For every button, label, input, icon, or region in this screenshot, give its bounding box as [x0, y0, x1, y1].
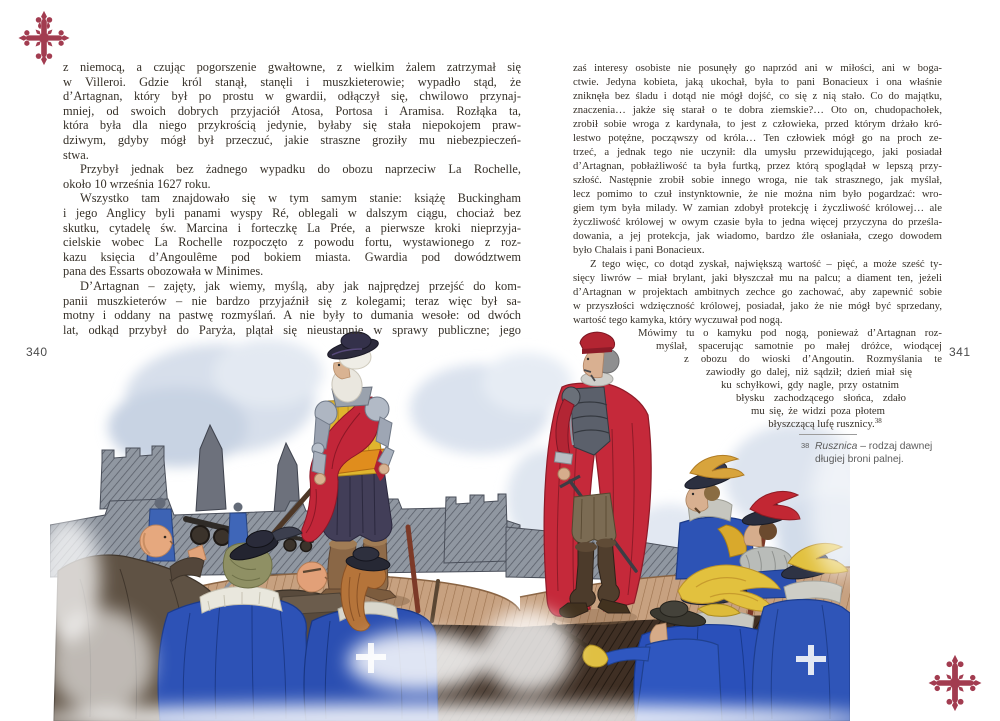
wrap-text-last-line — [754, 418, 896, 431]
wrap-text-line: mu się, że widzi poza płotem — [751, 405, 885, 417]
text-line: stwa. — [63, 147, 89, 162]
text-line: kazu księcia d’Angoulême pod bokiem miasta. Gwardia pod dowództwem — [63, 249, 521, 264]
text-line: d’Artagnan, który był po prostu w gwardii, odłączył się, chwilowo przynaj- — [63, 89, 521, 104]
text-line: która była dla niego przykrością jedynie, byłaby się stała niepokojem praw- — [63, 118, 521, 133]
footnote-text: – rodzaj dawnej długiej broni palnej. — [815, 441, 933, 465]
wrap-text-line: Mówimy tu o kamyku pod nogą, ponieważ d’Artagnan roz- — [638, 327, 942, 339]
text-line: dowania, a jej protekcja, jak wiadomo, bardzo źle osłaniała, czego dowodem — [573, 230, 942, 242]
text-line: mniej, od swoich dobrych przyjaciół Atosa, Portosa i Aramisa. Rozłąka ta, — [63, 103, 521, 118]
text-line: Przybył jednak bez żadnego wypadku do obozu naprzeciw La Rochelle, — [80, 162, 521, 177]
text-line: było Chalais i pani Bonacieux. — [573, 244, 705, 256]
footnote-marker: 38 — [801, 441, 810, 450]
right-page-text — [573, 61, 942, 327]
text-line: wartość tego kamyka, który wyczuwał pod nogą. — [573, 314, 783, 326]
text-line: zniknęła bez śladu i dotąd nie mógł dojść, co się z nią stało. Co do majątku, — [573, 90, 942, 102]
text-line: skutku, cytadelę św. Marcina i forteczkę La Prée, a pierwsze kroki nieprzyja- — [63, 220, 521, 235]
text-line: znaczenia… jakże się starał o te dobra ziemskie?… Oto on, chudopachołek, — [573, 104, 942, 116]
text-line: i jego Anglicy byli panami wyspy Ré, oblegali w dalszym ciągu, chociaż bez — [63, 205, 521, 220]
text-line: panii muszkieterów – nie bardzo przyjaźnił się z kolegami; teraz więc był sa- — [63, 293, 521, 308]
text-line: w przyszłości wdzięczność królowej, posiadał, jako że nie mógł być sprzedany, — [573, 300, 942, 312]
text-line: życzliwość królowej w owym czasie była to jedna więcej przyczyna do prześla- — [573, 216, 942, 228]
page-number-right: 341 — [949, 345, 971, 359]
text-line: Z tego więc, co dotąd zyskał, największą wartość – pięć, a może sześć ty- — [590, 258, 942, 270]
text-line: D’Artagnan – zajęty, jak wiemy, myślą, aby jak najprędzej przejść do kom- — [80, 278, 521, 293]
text-line: lestwo potężne, począwszy od króla… Ten człowiek mógł go na proch ze- — [573, 132, 942, 144]
text-line: sięcy liwrów – miał brylant, jaki błyszczał mu na palcu; a diament ten, jeżeli — [573, 272, 942, 284]
text-line: trzeć, a jednak tego nie uczynił: dla umysłu przewidującego, jaki posiadał — [573, 146, 942, 158]
text-line: Wszystko tam znajdowało się w tym samym stanie: książę Buckingham — [80, 191, 521, 206]
wrap-text-line: z obozu do wioski d’Angoutin. Rozmyślania te — [684, 353, 942, 365]
text-line: d’Artagnan, pobłażliwość ta była furtką, przez którą spoglądał w lepszą przy- — [573, 160, 942, 172]
wrap-text-line: myślał, spacerując samotnie po małej dróżce, wiodącej — [656, 340, 942, 352]
text-line: z niemocą, a czując pogorszenie gwałtowne, z wielkim żalem zatrzymał się — [63, 60, 521, 74]
text-line: w Villeroi. Gdzie król stanął, stanęli i muszkieterowie; wypadło stąd, że — [63, 74, 521, 89]
text-line: zaś interesy osobiste nie posunęły go naprzód ani w miłości, ani w boga- — [573, 62, 942, 74]
text-line: ctwie. Jedyna kobieta, jaką ukochał, była to pani Bonacieux i ona właśnie — [573, 76, 942, 88]
wrap-text-line: błysku zachodzącego słońca, zdało — [736, 392, 906, 404]
page-number-left: 340 — [26, 345, 48, 359]
text-line: dziwym, gdyby mógł był przeczuć, jakie straszne groziły mu niebezpieczeń- — [63, 132, 521, 147]
footnote-rule — [799, 434, 857, 435]
wrap-text-line: zawiodły go dalej, niż sądził; dzień miał się — [706, 366, 912, 378]
text-line: lat, odkąd przybył do Paryża, plątał się nieustannie w sprawy publiczne; jego — [63, 322, 521, 337]
footnote-term: Rusznica — [815, 441, 858, 452]
text-line: około 10 września 1627 roku. — [63, 176, 211, 191]
text-line: lecz pomimo to czuł instynktownie, że nie można nim było pogardzać: wro- — [573, 188, 942, 200]
text-line: zrobił sobie wroga z kardynała, to jest z człowieka, przed którym drżało kró- — [573, 118, 942, 130]
wrap-text: błyszczącą lufę rusznicy. — [768, 418, 875, 430]
text-line: cielskie wobec La Rochelle rozpoczęto z powodu fortu, wystawionego z roz- — [63, 235, 521, 250]
text-line: szłość. Następnie zrobił sobie innego wroga, nie tak strasznego, jak myślał, — [573, 174, 942, 186]
wrap-text-line: ku schyłkowi, gdy nagle, przy ostatnim — [721, 379, 899, 391]
cross-fleury-icon — [926, 650, 984, 716]
footnote — [799, 441, 949, 466]
footnote-reference: 38 — [874, 418, 882, 425]
left-page-text — [63, 60, 521, 337]
text-line: motny i oddany na pastwę rozmyślań. A nie były to dumania wesołe: od dwóch — [63, 308, 521, 323]
text-line: giem tym była milady. W zamian zdobył protekcję i życzliwość królowej… ale — [573, 202, 942, 214]
text-line: pana des Essarts obozowała w Minimes. — [63, 264, 264, 279]
text-line: d’Artagnan w projektach ambitnych zechce go zachować, aby zapewnić sobie — [573, 286, 942, 298]
